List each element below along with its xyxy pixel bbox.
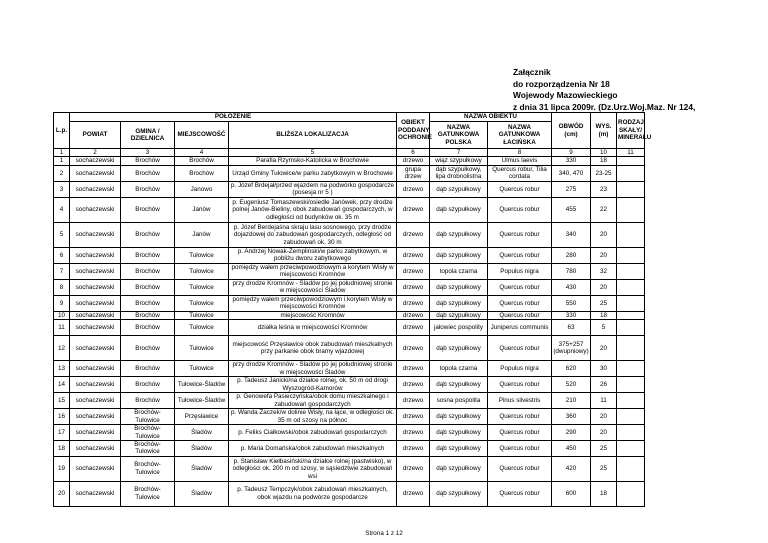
table-row <box>54 393 735 409</box>
cell-gmina: Brochów <box>121 181 175 197</box>
col-rodzaj: RODZAJ SKAŁY/ MINERAŁU <box>617 113 645 149</box>
cell-wys: 18 <box>591 311 617 319</box>
cell-lp: 18 <box>54 441 70 457</box>
cell-rodzaj <box>617 181 645 197</box>
table-row <box>54 320 735 336</box>
cell-gmina: Brochów <box>121 336 175 361</box>
cell-lp: 16 <box>54 409 70 425</box>
cell-nazwa-polska: dąb szypułkowy <box>430 222 488 247</box>
cell-powiat: sochaczewski <box>70 197 121 222</box>
cell-nazwa-polska: topola czarna <box>430 263 488 279</box>
cell-miejscowosc: Tułowice <box>175 247 229 263</box>
cell-miejscowosc: Tułowice <box>175 295 229 311</box>
header-line: z dnia 31 lipca 2009r. (Dz.Urz.Woj.Maz. Nr 124, <box>513 101 696 112</box>
cell-obwod: 620 <box>552 361 591 377</box>
col-wys: WYS. (m) <box>591 113 617 149</box>
cell-nazwa-polska: dąb szypułkowy <box>430 425 488 441</box>
cell-rodzaj <box>617 157 645 165</box>
table-row <box>54 311 735 319</box>
cell-powiat: sochaczewski <box>70 481 121 506</box>
cell-lokalizacja: działka leśna w miejscowości Kromnów <box>229 320 397 336</box>
cell-nazwa-polska: dąb szypułkowy <box>430 456 488 481</box>
cell-wys: 20 <box>591 279 617 295</box>
cell-obiekt: drzewo <box>397 441 430 457</box>
cell-miejscowosc: Tułowice-Śladów <box>175 377 229 393</box>
column-number: 9 <box>552 149 591 157</box>
table-row <box>54 441 735 457</box>
cell-nazwa-lacinska: Juniperus communis <box>488 320 552 336</box>
cell-rodzaj <box>617 441 645 457</box>
cell-miejscowosc: Śladów <box>175 456 229 481</box>
cell-powiat: sochaczewski <box>70 361 121 377</box>
cell-nazwa-polska: wiąz szypułkowy <box>430 157 488 165</box>
cell-rodzaj <box>617 481 645 506</box>
cell-gmina: Brochów-Tułowice <box>121 441 175 457</box>
cell-powiat: sochaczewski <box>70 425 121 441</box>
cell-lokalizacja: pomiędzy wałem przeciwpowodziowym i korytem Wisły w miejscowości Kromnów <box>229 295 397 311</box>
column-number: 8 <box>488 149 552 157</box>
cell-rodzaj <box>617 295 645 311</box>
table-row <box>54 279 735 295</box>
cell-rodzaj <box>617 311 645 319</box>
cell-lokalizacja: p. Tadeusz Janicki/na działce rolnej, ok. 50 m od drogi Wyszogród-Kamorów <box>229 377 397 393</box>
cell-gmina: Brochów <box>121 311 175 319</box>
cell-powiat: sochaczewski <box>70 377 121 393</box>
cell-obiekt: drzewo <box>397 222 430 247</box>
cell-nazwa-polska: dąb szypułkowy <box>430 279 488 295</box>
cell-nazwa-lacinska: Ulmus laevis <box>488 157 552 165</box>
cell-lp: 13 <box>54 361 70 377</box>
cell-powiat: sochaczewski <box>70 279 121 295</box>
cell-rodzaj <box>617 336 645 361</box>
cell-powiat: sochaczewski <box>70 165 121 181</box>
cell-lokalizacja: miejscowość Kromnów <box>229 311 397 319</box>
cell-miejscowosc: Janowo <box>175 181 229 197</box>
cell-nazwa-polska: dąb szypułkowy <box>430 377 488 393</box>
cell-obiekt: drzewo <box>397 393 430 409</box>
cell-miejscowosc: Tułowice-Śladów <box>175 393 229 409</box>
cell-rodzaj <box>617 377 645 393</box>
cell-lokalizacja: p. Tadeusz Tempczyk/obok zabudowań mieszkalnych, obok wjazdu na podwórze gospodarcze <box>229 481 397 506</box>
table-row <box>54 425 735 441</box>
col-nazwa-lacinska: NAZWA GATUNKOWA ŁACIŃSKA <box>488 122 552 149</box>
cell-lokalizacja: p. Wanda Żaczek/w dolinie Wisły, na łące, w odległości ok. 35 m od szosy na północ <box>229 409 397 425</box>
cell-nazwa-polska: dąb szypułkowy <box>430 481 488 506</box>
cell-obwod: 210 <box>552 393 591 409</box>
cell-obwod: 63 <box>552 320 591 336</box>
cell-lp: 10 <box>54 311 70 319</box>
col-nazwa-polska: NAZWA GATUNKOWA POLSKA <box>430 122 488 149</box>
cell-gmina: Brochów <box>121 157 175 165</box>
cell-nazwa-polska: topola czarna <box>430 361 488 377</box>
cell-lokalizacja: Urząd Gminy Tułowice/w parku zabytkowym w Brochowie <box>229 165 397 181</box>
cell-gmina: Brochów <box>121 263 175 279</box>
cell-powiat: sochaczewski <box>70 409 121 425</box>
cell-gmina: Brochów <box>121 361 175 377</box>
cell-miejscowosc: Brochów <box>175 165 229 181</box>
cell-wys: 23-25 <box>591 165 617 181</box>
column-number: 10 <box>591 149 617 157</box>
cell-wys: 26 <box>591 377 617 393</box>
cell-wys: 5 <box>591 320 617 336</box>
cell-lokalizacja: Parafia Rzymsko-Katolicka w Brochowie <box>229 157 397 165</box>
table-row <box>54 181 735 197</box>
cell-powiat: sochaczewski <box>70 263 121 279</box>
cell-gmina: Brochów <box>121 197 175 222</box>
cell-wys: 11 <box>591 393 617 409</box>
cell-lokalizacja: p. Andrzej Nowak-Zemplinski/w parku zabytkowym, w pobliżu dworu zabytkowego <box>229 247 397 263</box>
cell-obwod: 550 <box>552 295 591 311</box>
cell-rodzaj <box>617 263 645 279</box>
table-row <box>54 481 735 506</box>
cell-wys: 25 <box>591 295 617 311</box>
cell-lp: 15 <box>54 393 70 409</box>
cell-rodzaj <box>617 222 645 247</box>
cell-gmina: Brochów <box>121 295 175 311</box>
cell-powiat: sochaczewski <box>70 320 121 336</box>
cell-obwod: 290 <box>552 425 591 441</box>
cell-lokalizacja: p. Eugeniusz Tomaszewski/osiedle Janówek, przy drodze polnej Janów-Bieliny, obok zabudowań gospodarczych, w odległości od budynków ok. 35 m <box>229 197 397 222</box>
cell-lokalizacja: p. Stanisław Kiełbasiński/na działce rolnej (pastwisko), w odległości ok. 200 m od szosy, w sąsiedztwie zabudowań wsi <box>229 456 397 481</box>
cell-obwod: 455 <box>552 197 591 222</box>
cell-nazwa-lacinska: Quercus robur <box>488 181 552 197</box>
cell-powiat: sochaczewski <box>70 393 121 409</box>
cell-nazwa-polska: dąb szypułkowy <box>430 197 488 222</box>
cell-obiekt: drzewo <box>397 361 430 377</box>
cell-obiekt: grupa drzew <box>397 165 430 181</box>
cell-miejscowosc: Przęsławice <box>175 409 229 425</box>
cell-rodzaj <box>617 165 645 181</box>
cell-lp: 8 <box>54 279 70 295</box>
cell-nazwa-polska: jałowiec pospolity <box>430 320 488 336</box>
cell-obwod: 780 <box>552 263 591 279</box>
cell-rodzaj <box>617 425 645 441</box>
cell-obiekt: drzewo <box>397 320 430 336</box>
cell-miejscowosc: Janów <box>175 222 229 247</box>
cell-miejscowosc: Śladów <box>175 425 229 441</box>
column-number: 7 <box>430 149 488 157</box>
table-row <box>54 361 735 377</box>
cell-obwod: 420 <box>552 456 591 481</box>
table-row <box>54 165 735 181</box>
table-row <box>54 157 735 165</box>
cell-lp: 6 <box>54 247 70 263</box>
cell-miejscowosc: Janów <box>175 197 229 222</box>
cell-powiat: sochaczewski <box>70 181 121 197</box>
document-header <box>513 67 695 113</box>
cell-wys: 22 <box>591 197 617 222</box>
cell-wys: 18 <box>591 157 617 165</box>
cell-nazwa-lacinska: Quercus robur <box>488 279 552 295</box>
cell-obwod: 430 <box>552 279 591 295</box>
cell-obwod: 520 <box>552 377 591 393</box>
cell-lp: 9 <box>54 295 70 311</box>
column-number-row <box>54 149 735 157</box>
cell-nazwa-polska: dąb szypułkowy <box>430 311 488 319</box>
table-head <box>54 113 735 157</box>
cell-obiekt: drzewo <box>397 481 430 506</box>
cell-gmina: Brochów-Tułowice <box>121 481 175 506</box>
cell-miejscowosc: Tułowice <box>175 320 229 336</box>
cell-nazwa-lacinska: Quercus robur <box>488 336 552 361</box>
cell-miejscowosc: Tułowice <box>175 336 229 361</box>
cell-lokalizacja: p. Genowefa Pasieczyńska/obok domu mieszkalnego i zabudowań gospodarczych <box>229 393 397 409</box>
cell-nazwa-lacinska: Quercus robur <box>488 311 552 319</box>
cell-lokalizacja: pomiędzy wałem przeciwpowodziowym a korytem Wisły w miejscowości Kromnów <box>229 263 397 279</box>
table-row <box>54 197 735 222</box>
col-gmina: GMINA / DZIELNICA <box>121 122 175 149</box>
cell-obwod: 375+257 (dwupniowy) <box>552 336 591 361</box>
cell-nazwa-polska: dąb szypułkowy <box>430 441 488 457</box>
cell-lp: 1 <box>54 157 70 165</box>
cell-rodzaj <box>617 247 645 263</box>
table-row <box>54 336 735 361</box>
cell-lp: 12 <box>54 336 70 361</box>
cell-lp: 2 <box>54 165 70 181</box>
col-polozenie: POŁOŻENIE <box>70 113 397 122</box>
cell-wys: 32 <box>591 263 617 279</box>
col-powiat: POWIAT <box>70 122 121 149</box>
cell-obiekt: drzewo <box>397 311 430 319</box>
cell-powiat: sochaczewski <box>70 441 121 457</box>
col-obwod: OBWÓD (cm) <box>552 113 591 149</box>
cell-obiekt: drzewo <box>397 295 430 311</box>
column-number: 6 <box>397 149 430 157</box>
cell-powiat: sochaczewski <box>70 311 121 319</box>
col-miejscowosc: MIEJSCOWOŚĆ <box>175 122 229 149</box>
cell-obiekt: drzewo <box>397 247 430 263</box>
cell-nazwa-polska: dąb szypułkowy, lipa drobnolistna <box>430 165 488 181</box>
cell-gmina: Brochów-Tułowice <box>121 425 175 441</box>
cell-gmina: Brochów <box>121 320 175 336</box>
table-row <box>54 377 735 393</box>
cell-nazwa-lacinska: Quercus robur <box>488 409 552 425</box>
cell-lokalizacja: przy drodze Kromnów - Śladów po jej południowej stronie w miejscowości Śladów <box>229 279 397 295</box>
cell-wys: 25 <box>591 441 617 457</box>
table-body <box>54 157 735 506</box>
table-row <box>54 409 735 425</box>
cell-obwod: 340, 470 <box>552 165 591 181</box>
cell-lp: 14 <box>54 377 70 393</box>
column-number: 5 <box>229 149 397 157</box>
cell-lokalizacja: miejscowość Przęsławice obok zabudowań mieszkalnych przy parkanie obok bramy wjazdowej <box>229 336 397 361</box>
cell-lp: 19 <box>54 456 70 481</box>
cell-obiekt: drzewo <box>397 181 430 197</box>
cell-miejscowosc: Tułowice <box>175 279 229 295</box>
cell-gmina: Brochów <box>121 247 175 263</box>
cell-obwod: 275 <box>552 181 591 197</box>
cell-lp: 3 <box>54 181 70 197</box>
cell-lokalizacja: przy drodze Kromnów - Śladów po jej południowej stronie w miejscowości Śladów <box>229 361 397 377</box>
cell-nazwa-lacinska: Quercus robur <box>488 441 552 457</box>
cell-obiekt: drzewo <box>397 425 430 441</box>
column-number: 3 <box>121 149 175 157</box>
cell-nazwa-polska: dąb szypułkowy <box>430 295 488 311</box>
cell-gmina: Brochów-Tułowice <box>121 409 175 425</box>
cell-gmina: Brochów <box>121 279 175 295</box>
cell-powiat: sochaczewski <box>70 247 121 263</box>
cell-obwod: 600 <box>552 481 591 506</box>
col-lp: L.p. <box>54 113 70 149</box>
cell-obiekt: drzewo <box>397 197 430 222</box>
cell-wys: 20 <box>591 425 617 441</box>
cell-nazwa-lacinska: Quercus robur, Tilia cordata <box>488 165 552 181</box>
cell-rodzaj <box>617 279 645 295</box>
cell-lp: 5 <box>54 222 70 247</box>
table-row <box>54 247 735 263</box>
cell-lp: 17 <box>54 425 70 441</box>
cell-nazwa-polska: dąb szypułkowy <box>430 409 488 425</box>
cell-wys: 30 <box>591 361 617 377</box>
cell-nazwa-polska: dąb szypułkowy <box>430 336 488 361</box>
cell-obiekt: drzewo <box>397 279 430 295</box>
monuments-table <box>53 112 735 507</box>
cell-obiekt: drzewo <box>397 377 430 393</box>
column-number: 2 <box>70 149 121 157</box>
cell-gmina: Brochów <box>121 165 175 181</box>
cell-lp: 20 <box>54 481 70 506</box>
header-line: do rozporządzenia Nr 18 <box>513 78 610 89</box>
header-line: Wojewody Mazowieckiego <box>513 90 618 101</box>
cell-miejscowosc: Brochów <box>175 157 229 165</box>
cell-wys: 20 <box>591 336 617 361</box>
cell-nazwa-lacinska: Pinus silvestris <box>488 393 552 409</box>
cell-powiat: sochaczewski <box>70 336 121 361</box>
cell-miejscowosc: Śladów <box>175 481 229 506</box>
cell-lokalizacja: p. Maria Domańska/obok zabudowań mieszkalnych <box>229 441 397 457</box>
cell-powiat: sochaczewski <box>70 222 121 247</box>
cell-nazwa-lacinska: Populus nigra <box>488 263 552 279</box>
cell-wys: 20 <box>591 409 617 425</box>
column-number: 4 <box>175 149 229 157</box>
cell-lp: 4 <box>54 197 70 222</box>
cell-nazwa-lacinska: Quercus robur <box>488 247 552 263</box>
cell-obwod: 330 <box>552 311 591 319</box>
col-nazwa-obiektu: NAZWA OBIEKTU <box>430 113 552 122</box>
cell-obiekt: drzewo <box>397 157 430 165</box>
cell-lokalizacja: p. Feliks Ciałkowski/obok zabudowań gospodarczych <box>229 425 397 441</box>
cell-gmina: Brochów <box>121 377 175 393</box>
cell-wys: 25 <box>591 456 617 481</box>
cell-miejscowosc: Śladów <box>175 441 229 457</box>
cell-wys: 20 <box>591 247 617 263</box>
cell-rodzaj <box>617 456 645 481</box>
cell-lp: 7 <box>54 263 70 279</box>
cell-nazwa-lacinska: Quercus robur <box>488 456 552 481</box>
cell-obwod: 340 <box>552 222 591 247</box>
cell-obwod: 450 <box>552 441 591 457</box>
cell-powiat: sochaczewski <box>70 456 121 481</box>
page-footer: Strona 1 z 12 <box>365 530 403 537</box>
cell-obiekt: drzewo <box>397 263 430 279</box>
cell-rodzaj <box>617 361 645 377</box>
cell-rodzaj <box>617 197 645 222</box>
cell-obwod: 280 <box>552 247 591 263</box>
cell-powiat: sochaczewski <box>70 295 121 311</box>
cell-rodzaj <box>617 393 645 409</box>
header-line: Załącznik <box>513 67 551 77</box>
cell-lokalizacja: p. Józef Berdejaśna skraju lasu sosnowego, przy drodze dojazdowej do zabudowań gospodarczych, odległość od zabudowań ok. 30 m <box>229 222 397 247</box>
cell-obiekt: drzewo <box>397 409 430 425</box>
cell-nazwa-polska: dąb szypułkowy <box>430 181 488 197</box>
cell-powiat: sochaczewski <box>70 157 121 165</box>
table-row <box>54 456 735 481</box>
cell-miejscowosc: Tułowice <box>175 361 229 377</box>
cell-obwod: 330 <box>552 157 591 165</box>
cell-nazwa-polska: dąb szypułkowy <box>430 247 488 263</box>
cell-nazwa-lacinska: Quercus robur <box>488 295 552 311</box>
cell-nazwa-lacinska: Quercus robur <box>488 377 552 393</box>
cell-nazwa-lacinska: Quercus robur <box>488 222 552 247</box>
cell-nazwa-lacinska: Quercus robur <box>488 481 552 506</box>
cell-wys: 23 <box>591 181 617 197</box>
col-obiekt: OBIEKT PODDANY OCHRONIE <box>397 113 430 149</box>
cell-obiekt: drzewo <box>397 336 430 361</box>
cell-rodzaj <box>617 409 645 425</box>
table-row <box>54 295 735 311</box>
cell-nazwa-lacinska: Quercus robur <box>488 197 552 222</box>
cell-lokalizacja: p. Józef Brdejał/przed wjazdem na podwórko gospodarcze (posesja nr 5 ) <box>229 181 397 197</box>
column-number: 1 <box>54 149 70 157</box>
cell-lp: 11 <box>54 320 70 336</box>
cell-nazwa-lacinska: Populus nigra <box>488 361 552 377</box>
cell-obwod: 360 <box>552 409 591 425</box>
cell-miejscowosc: Tułowice <box>175 311 229 319</box>
cell-gmina: Brochów <box>121 393 175 409</box>
cell-obiekt: drzewo <box>397 456 430 481</box>
column-number: 11 <box>617 149 645 157</box>
cell-gmina: Brochów-Tułowice <box>121 456 175 481</box>
table-row <box>54 222 735 247</box>
table-row <box>54 263 735 279</box>
cell-wys: 20 <box>591 222 617 247</box>
cell-wys: 18 <box>591 481 617 506</box>
cell-miejscowosc: Tułowice <box>175 263 229 279</box>
cell-nazwa-lacinska: Quercus robur <box>488 425 552 441</box>
cell-nazwa-polska: sosna pospolita <box>430 393 488 409</box>
cell-rodzaj <box>617 320 645 336</box>
cell-gmina: Brochów <box>121 222 175 247</box>
col-lokalizacja: BLIŻSZA LOKALIZACJA <box>229 122 397 149</box>
